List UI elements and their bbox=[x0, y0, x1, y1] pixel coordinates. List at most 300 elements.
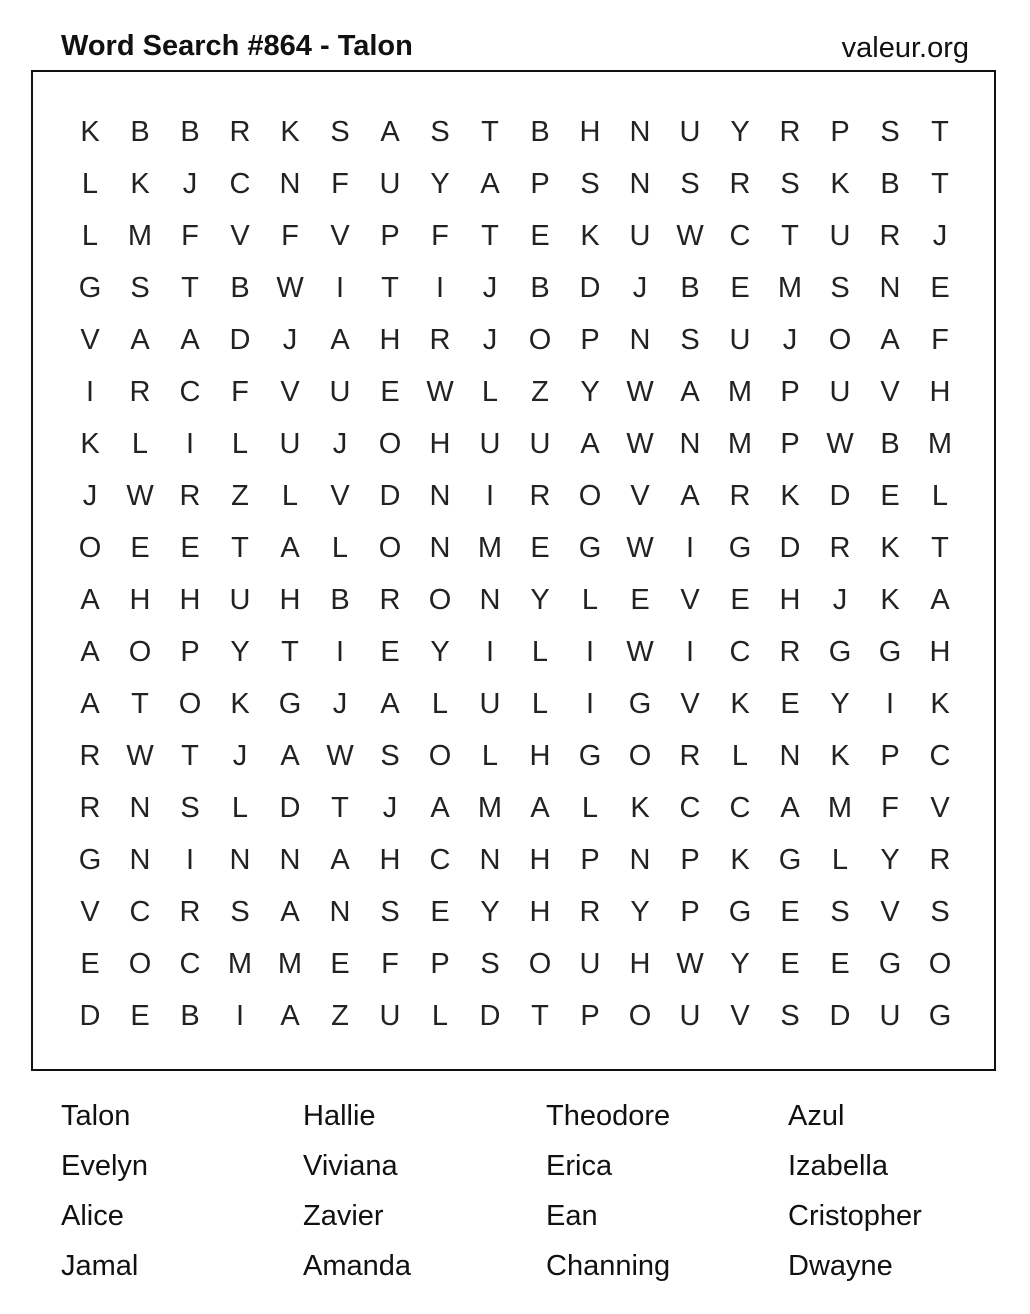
grid-letter: K bbox=[830, 740, 850, 772]
grid-letter: T bbox=[331, 792, 349, 824]
grid-letter: I bbox=[85, 376, 95, 408]
word-list-item: Zavier bbox=[303, 1200, 384, 1232]
grid-letter: I bbox=[335, 272, 345, 304]
grid-letter: F bbox=[431, 220, 449, 252]
grid-letter: R bbox=[179, 480, 201, 512]
grid-letter: F bbox=[181, 220, 199, 252]
grid-letter: L bbox=[281, 480, 299, 512]
grid-letter: P bbox=[830, 116, 850, 148]
grid-letter: J bbox=[382, 792, 398, 824]
grid-letter: Y bbox=[880, 844, 900, 876]
grid-letter: N bbox=[229, 844, 251, 876]
grid-letter: A bbox=[680, 480, 700, 512]
grid-letter: O bbox=[578, 480, 602, 512]
word-list-item: Dwayne bbox=[788, 1250, 893, 1282]
grid-letter: A bbox=[180, 324, 200, 356]
grid-letter: O bbox=[928, 948, 952, 980]
site-name: valeur.org bbox=[841, 32, 969, 64]
grid-letter: K bbox=[80, 116, 100, 148]
grid-letter: K bbox=[930, 688, 950, 720]
grid-letter: T bbox=[181, 740, 199, 772]
grid-letter: B bbox=[130, 116, 150, 148]
grid-letter: Z bbox=[231, 480, 249, 512]
grid-letter: P bbox=[780, 376, 800, 408]
grid-letter: E bbox=[430, 896, 450, 928]
grid-letter: R bbox=[779, 636, 801, 668]
grid-letter: A bbox=[480, 168, 500, 200]
word-list-item: Erica bbox=[546, 1150, 613, 1182]
grid-letter: U bbox=[479, 688, 501, 720]
grid-letter: T bbox=[931, 532, 949, 564]
grid-letter: C bbox=[729, 636, 751, 668]
grid-letter: U bbox=[479, 428, 501, 460]
grid-letter: N bbox=[429, 532, 451, 564]
grid-letter: D bbox=[279, 792, 301, 824]
grid-letter: R bbox=[679, 740, 701, 772]
grid-letter: A bbox=[430, 792, 450, 824]
grid-letter: Y bbox=[430, 636, 450, 668]
grid-letter: O bbox=[378, 532, 402, 564]
grid-letter: S bbox=[880, 116, 900, 148]
grid-letter: B bbox=[180, 116, 200, 148]
grid-letter: R bbox=[829, 532, 851, 564]
grid-letter: R bbox=[529, 480, 551, 512]
grid-letter: I bbox=[685, 532, 695, 564]
grid-letter: R bbox=[79, 740, 101, 772]
grid-letter: S bbox=[130, 272, 150, 304]
grid-letter: P bbox=[580, 324, 600, 356]
grid-letter: D bbox=[829, 1000, 851, 1032]
grid-letter: I bbox=[485, 636, 495, 668]
grid-letter: F bbox=[331, 168, 349, 200]
grid-letter: S bbox=[780, 168, 800, 200]
grid-letter: S bbox=[380, 896, 400, 928]
grid-letter: N bbox=[629, 324, 651, 356]
grid-letter: Y bbox=[530, 584, 550, 616]
grid-letter: A bbox=[80, 584, 100, 616]
grid-letter: L bbox=[481, 740, 499, 772]
word-list-item: Alice bbox=[61, 1200, 124, 1232]
grid-letter: Y bbox=[630, 896, 650, 928]
grid-letter: K bbox=[630, 792, 650, 824]
grid-letter: G bbox=[78, 844, 102, 876]
grid-letter: L bbox=[431, 688, 449, 720]
grid-letter: B bbox=[530, 116, 550, 148]
grid-letter: P bbox=[780, 428, 800, 460]
grid-letter: N bbox=[129, 792, 151, 824]
grid-letter: W bbox=[626, 376, 654, 408]
grid-letter: A bbox=[880, 324, 900, 356]
grid-letter: M bbox=[777, 272, 803, 304]
grid-letter: C bbox=[179, 948, 201, 980]
grid-letter: U bbox=[329, 376, 351, 408]
letter-grid bbox=[33, 72, 994, 1069]
grid-letter: S bbox=[830, 896, 850, 928]
grid-letter: K bbox=[880, 532, 900, 564]
grid-letter: G bbox=[878, 948, 902, 980]
grid-letter: H bbox=[379, 844, 401, 876]
grid-letter: W bbox=[826, 428, 854, 460]
grid-letter: A bbox=[280, 740, 300, 772]
grid-letter: Y bbox=[430, 168, 450, 200]
grid-letter: B bbox=[880, 428, 900, 460]
grid-letter: D bbox=[79, 1000, 101, 1032]
grid-letter: S bbox=[180, 792, 200, 824]
grid-letter: H bbox=[379, 324, 401, 356]
grid-letter: K bbox=[880, 584, 900, 616]
grid-letter: H bbox=[179, 584, 201, 616]
grid-letter: W bbox=[626, 532, 654, 564]
grid-letter: L bbox=[331, 532, 349, 564]
grid-letter: A bbox=[280, 1000, 300, 1032]
grid-letter: L bbox=[581, 792, 599, 824]
grid-letter: B bbox=[230, 272, 250, 304]
grid-letter: C bbox=[729, 792, 751, 824]
grid-letter: A bbox=[280, 896, 300, 928]
grid-letter: F bbox=[281, 220, 299, 252]
grid-letter: T bbox=[931, 116, 949, 148]
grid-letter: J bbox=[632, 272, 648, 304]
grid-letter: Y bbox=[230, 636, 250, 668]
grid-letter: M bbox=[927, 428, 953, 460]
grid-letter: J bbox=[832, 584, 848, 616]
grid-letter: R bbox=[179, 896, 201, 928]
grid-letter: O bbox=[178, 688, 202, 720]
grid-letter: V bbox=[80, 896, 100, 928]
grid-letter: I bbox=[335, 636, 345, 668]
grid-letter: J bbox=[482, 324, 498, 356]
grid-letter: P bbox=[530, 168, 550, 200]
grid-letter: E bbox=[330, 948, 350, 980]
grid-letter: D bbox=[229, 324, 251, 356]
grid-letter: I bbox=[685, 636, 695, 668]
grid-letter: S bbox=[580, 168, 600, 200]
grid-letter: H bbox=[529, 844, 551, 876]
word-list bbox=[0, 1096, 1030, 1306]
grid-letter: L bbox=[481, 376, 499, 408]
grid-letter: M bbox=[727, 428, 753, 460]
grid-letter: V bbox=[230, 220, 250, 252]
grid-letter: O bbox=[528, 324, 552, 356]
grid-letter: K bbox=[130, 168, 150, 200]
grid-letter: C bbox=[929, 740, 951, 772]
grid-letter: E bbox=[530, 220, 550, 252]
grid-letter: F bbox=[231, 376, 249, 408]
grid-letter: S bbox=[380, 740, 400, 772]
grid-letter: N bbox=[329, 896, 351, 928]
grid-letter: V bbox=[630, 480, 650, 512]
grid-letter: Y bbox=[580, 376, 600, 408]
grid-letter: U bbox=[229, 584, 251, 616]
word-list-item: Cristopher bbox=[788, 1200, 922, 1232]
grid-letter: U bbox=[629, 220, 651, 252]
grid-letter: I bbox=[585, 688, 595, 720]
grid-letter: A bbox=[380, 116, 400, 148]
grid-letter: H bbox=[629, 948, 651, 980]
grid-letter: P bbox=[380, 220, 400, 252]
grid-letter: W bbox=[326, 740, 354, 772]
grid-letter: N bbox=[479, 584, 501, 616]
grid-letter: O bbox=[628, 740, 652, 772]
grid-letter: L bbox=[131, 428, 149, 460]
grid-letter: R bbox=[429, 324, 451, 356]
grid-letter: N bbox=[629, 844, 651, 876]
grid-letter: U bbox=[679, 1000, 701, 1032]
word-list-item: Evelyn bbox=[61, 1150, 149, 1182]
word-list-item: Hallie bbox=[303, 1100, 376, 1132]
grid-letter: T bbox=[131, 688, 149, 720]
grid-letter: R bbox=[879, 220, 901, 252]
grid-letter: U bbox=[829, 220, 851, 252]
grid-letter: T bbox=[181, 272, 199, 304]
grid-letter: V bbox=[330, 480, 350, 512]
word-list-item: Viviana bbox=[303, 1150, 398, 1182]
word-list-item: Izabella bbox=[788, 1150, 888, 1182]
grid-letter: O bbox=[428, 740, 452, 772]
grid-letter: J bbox=[782, 324, 798, 356]
grid-letter: C bbox=[129, 896, 151, 928]
grid-letter: O bbox=[628, 1000, 652, 1032]
grid-letter: R bbox=[79, 792, 101, 824]
grid-letter: W bbox=[126, 740, 154, 772]
grid-letter: C bbox=[679, 792, 701, 824]
grid-letter: H bbox=[579, 116, 601, 148]
grid-letter: A bbox=[530, 792, 550, 824]
grid-letter: E bbox=[780, 688, 800, 720]
grid-letter: M bbox=[227, 948, 253, 980]
grid-letter: C bbox=[729, 220, 751, 252]
grid-letter: W bbox=[426, 376, 454, 408]
grid-letter: D bbox=[379, 480, 401, 512]
grid-letter: K bbox=[830, 168, 850, 200]
grid-letter: J bbox=[182, 168, 198, 200]
grid-letter: V bbox=[730, 1000, 750, 1032]
grid-letter: H bbox=[129, 584, 151, 616]
grid-letter: P bbox=[580, 844, 600, 876]
word-list-item: Ean bbox=[546, 1200, 598, 1232]
grid-letter: L bbox=[531, 636, 549, 668]
letter-grid-frame bbox=[31, 70, 996, 1071]
grid-letter: M bbox=[827, 792, 853, 824]
grid-letter: L bbox=[231, 428, 249, 460]
grid-letter: O bbox=[428, 584, 452, 616]
grid-letter: S bbox=[680, 168, 700, 200]
grid-letter: R bbox=[579, 896, 601, 928]
grid-letter: O bbox=[528, 948, 552, 980]
grid-letter: R bbox=[129, 376, 151, 408]
grid-letter: V bbox=[280, 376, 300, 408]
grid-letter: J bbox=[482, 272, 498, 304]
grid-letter: Y bbox=[730, 116, 750, 148]
grid-letter: O bbox=[378, 428, 402, 460]
grid-letter: C bbox=[429, 844, 451, 876]
grid-letter: J bbox=[332, 688, 348, 720]
grid-letter: H bbox=[929, 636, 951, 668]
grid-letter: E bbox=[380, 636, 400, 668]
grid-letter: M bbox=[727, 376, 753, 408]
grid-letter: E bbox=[130, 532, 150, 564]
grid-letter: E bbox=[380, 376, 400, 408]
grid-letter: A bbox=[580, 428, 600, 460]
grid-letter: V bbox=[930, 792, 950, 824]
grid-letter: O bbox=[78, 532, 102, 564]
grid-letter: N bbox=[129, 844, 151, 876]
grid-letter: H bbox=[429, 428, 451, 460]
grid-letter: K bbox=[80, 428, 100, 460]
grid-letter: H bbox=[529, 896, 551, 928]
grid-letter: N bbox=[279, 168, 301, 200]
grid-letter: I bbox=[185, 428, 195, 460]
grid-letter: E bbox=[130, 1000, 150, 1032]
grid-letter: A bbox=[330, 324, 350, 356]
grid-letter: O bbox=[828, 324, 852, 356]
grid-letter: L bbox=[81, 220, 99, 252]
grid-letter: T bbox=[381, 272, 399, 304]
grid-letter: M bbox=[477, 792, 503, 824]
grid-letter: I bbox=[235, 1000, 245, 1032]
grid-letter: S bbox=[780, 1000, 800, 1032]
grid-letter: A bbox=[280, 532, 300, 564]
grid-letter: U bbox=[829, 376, 851, 408]
grid-letter: Y bbox=[830, 688, 850, 720]
grid-letter: E bbox=[880, 480, 900, 512]
grid-letter: U bbox=[679, 116, 701, 148]
grid-letter: V bbox=[880, 376, 900, 408]
grid-letter: K bbox=[580, 220, 600, 252]
grid-letter: S bbox=[830, 272, 850, 304]
grid-letter: N bbox=[779, 740, 801, 772]
grid-letter: S bbox=[330, 116, 350, 148]
grid-letter: T bbox=[481, 220, 499, 252]
grid-letter: W bbox=[676, 948, 704, 980]
grid-letter: Z bbox=[331, 1000, 349, 1032]
grid-letter: P bbox=[880, 740, 900, 772]
grid-letter: L bbox=[231, 792, 249, 824]
grid-letter: K bbox=[280, 116, 300, 148]
grid-letter: B bbox=[880, 168, 900, 200]
grid-letter: U bbox=[379, 1000, 401, 1032]
grid-letter: L bbox=[731, 740, 749, 772]
puzzle-title: Word Search #864 - Talon bbox=[61, 30, 413, 62]
grid-letter: R bbox=[729, 168, 751, 200]
grid-letter: G bbox=[78, 272, 102, 304]
grid-letter: G bbox=[278, 688, 302, 720]
grid-letter: F bbox=[931, 324, 949, 356]
grid-letter: E bbox=[830, 948, 850, 980]
word-list-item: Talon bbox=[61, 1100, 131, 1132]
grid-letter: L bbox=[831, 844, 849, 876]
grid-letter: W bbox=[276, 272, 304, 304]
grid-letter: J bbox=[282, 324, 298, 356]
grid-letter: D bbox=[779, 532, 801, 564]
grid-letter: K bbox=[780, 480, 800, 512]
grid-letter: N bbox=[629, 116, 651, 148]
grid-letter: L bbox=[431, 1000, 449, 1032]
grid-letter: B bbox=[330, 584, 350, 616]
word-list-item: Channing bbox=[546, 1250, 671, 1282]
grid-letter: G bbox=[628, 688, 652, 720]
grid-letter: N bbox=[479, 844, 501, 876]
grid-letter: A bbox=[680, 376, 700, 408]
word-list-item: Azul bbox=[788, 1100, 845, 1132]
grid-letter: L bbox=[931, 480, 949, 512]
grid-letter: T bbox=[531, 1000, 549, 1032]
grid-letter: V bbox=[880, 896, 900, 928]
grid-letter: F bbox=[881, 792, 899, 824]
grid-letter: A bbox=[130, 324, 150, 356]
grid-letter: R bbox=[779, 116, 801, 148]
grid-letter: S bbox=[680, 324, 700, 356]
grid-letter: A bbox=[380, 688, 400, 720]
grid-letter: I bbox=[185, 844, 195, 876]
grid-letter: R bbox=[729, 480, 751, 512]
grid-letter: B bbox=[530, 272, 550, 304]
word-list-item: Jamal bbox=[61, 1250, 139, 1282]
word-list-item: Theodore bbox=[546, 1100, 671, 1132]
grid-letter: J bbox=[82, 480, 98, 512]
grid-letter: U bbox=[729, 324, 751, 356]
grid-letter: G bbox=[728, 896, 752, 928]
grid-letter: P bbox=[430, 948, 450, 980]
grid-letter: E bbox=[930, 272, 950, 304]
grid-letter: L bbox=[581, 584, 599, 616]
grid-letter: R bbox=[229, 116, 251, 148]
grid-letter: U bbox=[879, 1000, 901, 1032]
word-list-item: Amanda bbox=[303, 1250, 412, 1282]
grid-letter: J bbox=[232, 740, 248, 772]
grid-letter: S bbox=[430, 116, 450, 148]
grid-letter: N bbox=[279, 844, 301, 876]
grid-letter: E bbox=[80, 948, 100, 980]
grid-letter: O bbox=[128, 948, 152, 980]
grid-letter: E bbox=[530, 532, 550, 564]
grid-letter: Y bbox=[480, 896, 500, 928]
grid-letter: S bbox=[480, 948, 500, 980]
grid-letter: M bbox=[477, 532, 503, 564]
grid-letter: M bbox=[277, 948, 303, 980]
grid-letter: S bbox=[230, 896, 250, 928]
grid-letter: U bbox=[379, 168, 401, 200]
grid-letter: N bbox=[679, 428, 701, 460]
grid-letter: C bbox=[179, 376, 201, 408]
grid-letter: B bbox=[680, 272, 700, 304]
grid-letter: I bbox=[435, 272, 445, 304]
grid-letter: N bbox=[879, 272, 901, 304]
grid-letter: A bbox=[780, 792, 800, 824]
grid-letter: G bbox=[828, 636, 852, 668]
grid-letter: J bbox=[332, 428, 348, 460]
grid-letter: N bbox=[629, 168, 651, 200]
grid-letter: A bbox=[930, 584, 950, 616]
grid-letter: R bbox=[929, 844, 951, 876]
grid-letter: G bbox=[728, 532, 752, 564]
grid-letter: V bbox=[680, 584, 700, 616]
grid-letter: V bbox=[330, 220, 350, 252]
grid-letter: L bbox=[81, 168, 99, 200]
grid-letter: S bbox=[930, 896, 950, 928]
grid-letter: Y bbox=[730, 948, 750, 980]
grid-letter: V bbox=[80, 324, 100, 356]
grid-letter: E bbox=[780, 948, 800, 980]
grid-letter: H bbox=[529, 740, 551, 772]
grid-letter: O bbox=[128, 636, 152, 668]
grid-letter: L bbox=[531, 688, 549, 720]
grid-letter: U bbox=[529, 428, 551, 460]
grid-letter: E bbox=[730, 584, 750, 616]
grid-letter: G bbox=[928, 1000, 952, 1032]
grid-letter: P bbox=[580, 1000, 600, 1032]
grid-letter: K bbox=[730, 844, 750, 876]
